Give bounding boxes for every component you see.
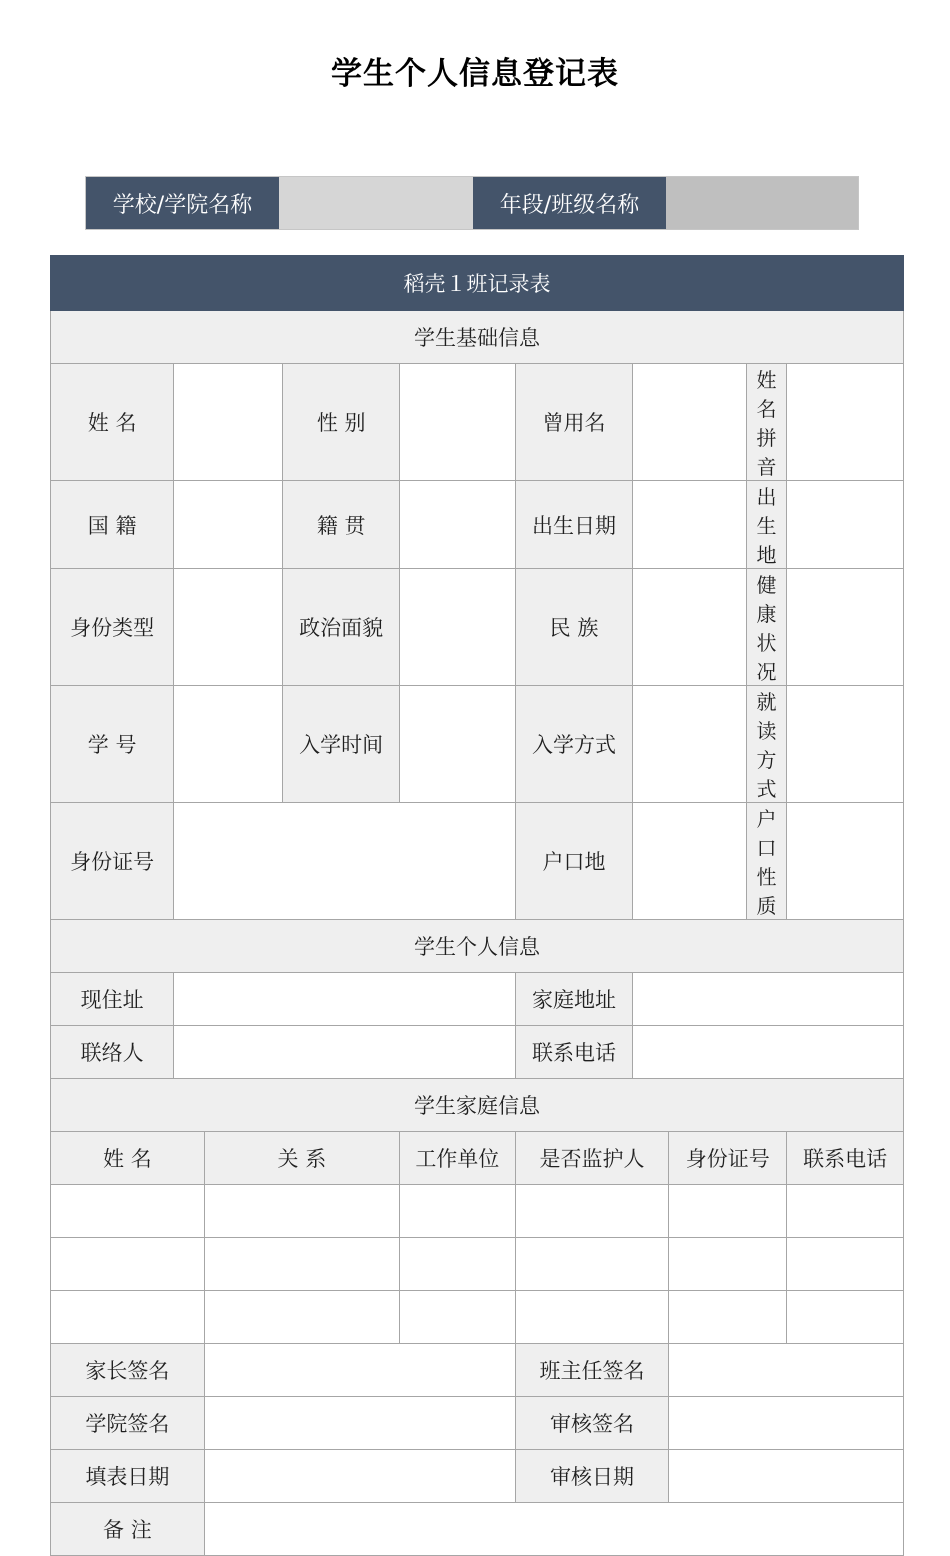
school-label: 学校/学院名称: [86, 177, 279, 229]
field-phone[interactable]: [633, 1026, 904, 1079]
field-nationality[interactable]: [174, 481, 283, 569]
label-enroll-method: 入学方式: [515, 686, 633, 803]
table-row: [51, 1185, 904, 1238]
family-col-id-number: 身份证号: [669, 1132, 787, 1185]
field-student-id[interactable]: [174, 686, 283, 803]
field-fill-date[interactable]: [204, 1450, 515, 1503]
family-header-row: [51, 1132, 904, 1185]
label-health: 健康状况: [746, 569, 786, 686]
label-name: 姓 名: [51, 364, 174, 481]
label-gender: 性 别: [283, 364, 400, 481]
family-cell[interactable]: [400, 1185, 516, 1238]
label-birth-place: 出生地: [746, 481, 786, 569]
field-teacher-signature[interactable]: [669, 1344, 904, 1397]
label-id-type: 身份类型: [51, 569, 174, 686]
field-native-place[interactable]: [400, 481, 516, 569]
table-header: 稻壳１班记录表: [51, 256, 904, 311]
label-teacher-signature: 班主任签名: [515, 1344, 669, 1397]
field-enroll-time[interactable]: [400, 686, 516, 803]
label-phone: 联系电话: [515, 1026, 633, 1079]
label-former-name: 曾用名: [515, 364, 633, 481]
family-cell[interactable]: [787, 1185, 904, 1238]
label-id-number: 身份证号: [51, 803, 174, 920]
family-cell[interactable]: [669, 1238, 787, 1291]
family-cell[interactable]: [669, 1185, 787, 1238]
field-remarks[interactable]: [204, 1503, 903, 1556]
section-personal-info: 学生个人信息: [51, 920, 904, 973]
family-cell[interactable]: [787, 1291, 904, 1344]
label-student-id: 学 号: [51, 686, 174, 803]
label-native-place: 籍 贯: [283, 481, 400, 569]
field-hukou-type[interactable]: [787, 803, 904, 920]
label-political: 政治面貌: [283, 569, 400, 686]
label-remarks: 备 注: [51, 1503, 205, 1556]
field-gender[interactable]: [400, 364, 516, 481]
field-pinyin[interactable]: [787, 364, 904, 481]
family-cell[interactable]: [204, 1238, 399, 1291]
field-birth-place[interactable]: [787, 481, 904, 569]
family-col-phone: 联系电话: [787, 1132, 904, 1185]
student-form-table: [50, 255, 904, 1556]
field-id-number[interactable]: [174, 803, 515, 920]
field-id-type[interactable]: [174, 569, 283, 686]
school-class-bar: [85, 176, 859, 230]
label-review-date: 审核日期: [515, 1450, 669, 1503]
family-cell[interactable]: [51, 1238, 205, 1291]
section-basic-info: 学生基础信息: [51, 311, 904, 364]
family-cell[interactable]: [204, 1291, 399, 1344]
family-cell[interactable]: [51, 1291, 205, 1344]
family-cell[interactable]: [515, 1291, 669, 1344]
label-hukou: 户口地: [515, 803, 633, 920]
field-current-address[interactable]: [174, 973, 515, 1026]
field-hukou[interactable]: [633, 803, 746, 920]
field-birth-date[interactable]: [633, 481, 746, 569]
family-cell[interactable]: [787, 1238, 904, 1291]
table-row: [51, 1238, 904, 1291]
label-home-address: 家庭地址: [515, 973, 633, 1026]
label-college-signature: 学院签名: [51, 1397, 205, 1450]
label-contact: 联络人: [51, 1026, 174, 1079]
field-home-address[interactable]: [633, 973, 904, 1026]
field-political[interactable]: [400, 569, 516, 686]
family-col-guardian: 是否监护人: [515, 1132, 669, 1185]
label-reviewer-signature: 审核签名: [515, 1397, 669, 1450]
field-parent-signature[interactable]: [204, 1344, 515, 1397]
family-col-relation: 关 系: [204, 1132, 399, 1185]
family-col-name: 姓 名: [51, 1132, 205, 1185]
family-cell[interactable]: [51, 1185, 205, 1238]
class-label: 年段/班级名称: [473, 177, 666, 229]
label-birth-date: 出生日期: [515, 481, 633, 569]
field-name[interactable]: [174, 364, 283, 481]
field-contact[interactable]: [174, 1026, 515, 1079]
family-cell[interactable]: [515, 1185, 669, 1238]
field-enroll-method[interactable]: [633, 686, 746, 803]
field-ethnicity[interactable]: [633, 569, 746, 686]
family-cell[interactable]: [400, 1238, 516, 1291]
field-health[interactable]: [787, 569, 904, 686]
label-pinyin: 姓名拼音: [746, 364, 786, 481]
field-reviewer-signature[interactable]: [669, 1397, 904, 1450]
family-cell[interactable]: [400, 1291, 516, 1344]
section-family-info: 学生家庭信息: [51, 1079, 904, 1132]
family-col-employer: 工作单位: [400, 1132, 516, 1185]
label-study-mode: 就读方式: [746, 686, 786, 803]
page-title: 学生个人信息登记表: [331, 56, 619, 92]
field-college-signature[interactable]: [204, 1397, 515, 1450]
label-ethnicity: 民 族: [515, 569, 633, 686]
label-fill-date: 填表日期: [51, 1450, 205, 1503]
field-former-name[interactable]: [633, 364, 746, 481]
table-row: [51, 1291, 904, 1344]
label-enroll-time: 入学时间: [283, 686, 400, 803]
label-parent-signature: 家长签名: [51, 1344, 205, 1397]
field-study-mode[interactable]: [787, 686, 904, 803]
label-current-address: 现住址: [51, 973, 174, 1026]
label-nationality: 国 籍: [51, 481, 174, 569]
school-input[interactable]: [279, 177, 473, 229]
family-cell[interactable]: [515, 1238, 669, 1291]
label-hukou-type: 户口性质: [746, 803, 786, 920]
class-input[interactable]: [666, 177, 858, 229]
family-cell[interactable]: [204, 1185, 399, 1238]
field-review-date[interactable]: [669, 1450, 904, 1503]
family-cell[interactable]: [669, 1291, 787, 1344]
